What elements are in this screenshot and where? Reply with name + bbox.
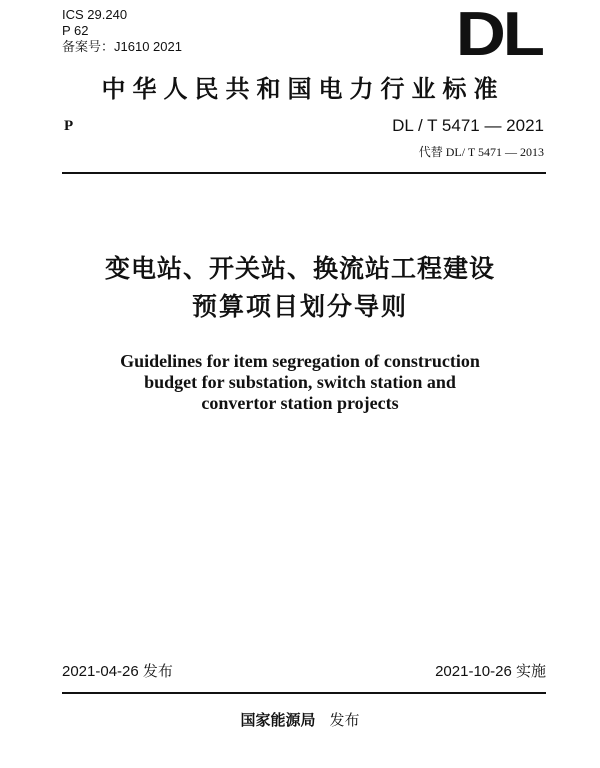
- standard-level: P: [64, 118, 74, 134]
- english-title-line-2: budget for substation, switch station and: [144, 372, 456, 392]
- filing-number: 备案号：J1610 2021: [62, 39, 182, 54]
- ics-code: ICS 29.240: [62, 7, 128, 22]
- english-title-line-1: Guidelines for item segregation of construction: [120, 351, 480, 371]
- publish-date: 2021-04-26 发布: [62, 663, 173, 680]
- issuer-action: 发布: [329, 711, 360, 729]
- top-divider: [62, 172, 546, 174]
- org-title: 中华人民共和国电力行业标准: [101, 75, 505, 103]
- bottom-divider: [62, 692, 546, 694]
- issuer-name: 国家能源局: [240, 711, 316, 729]
- classification-code: P 62: [62, 23, 89, 38]
- replaces-note: 代替 DL/ T 5471 — 2013: [418, 145, 544, 159]
- chinese-title-line-2: 预算项目划分导则: [191, 292, 408, 321]
- issuer-line: [0, 709, 600, 730]
- standard-number: DL / T 5471 — 2021: [392, 116, 544, 135]
- dl-logo: DL: [456, 0, 542, 69]
- effective-date: 2021-10-26 实施: [435, 663, 546, 680]
- chinese-title-line-1: 变电站、开关站、换流站工程建设: [104, 254, 495, 283]
- english-title-line-3: convertor station projects: [201, 393, 399, 413]
